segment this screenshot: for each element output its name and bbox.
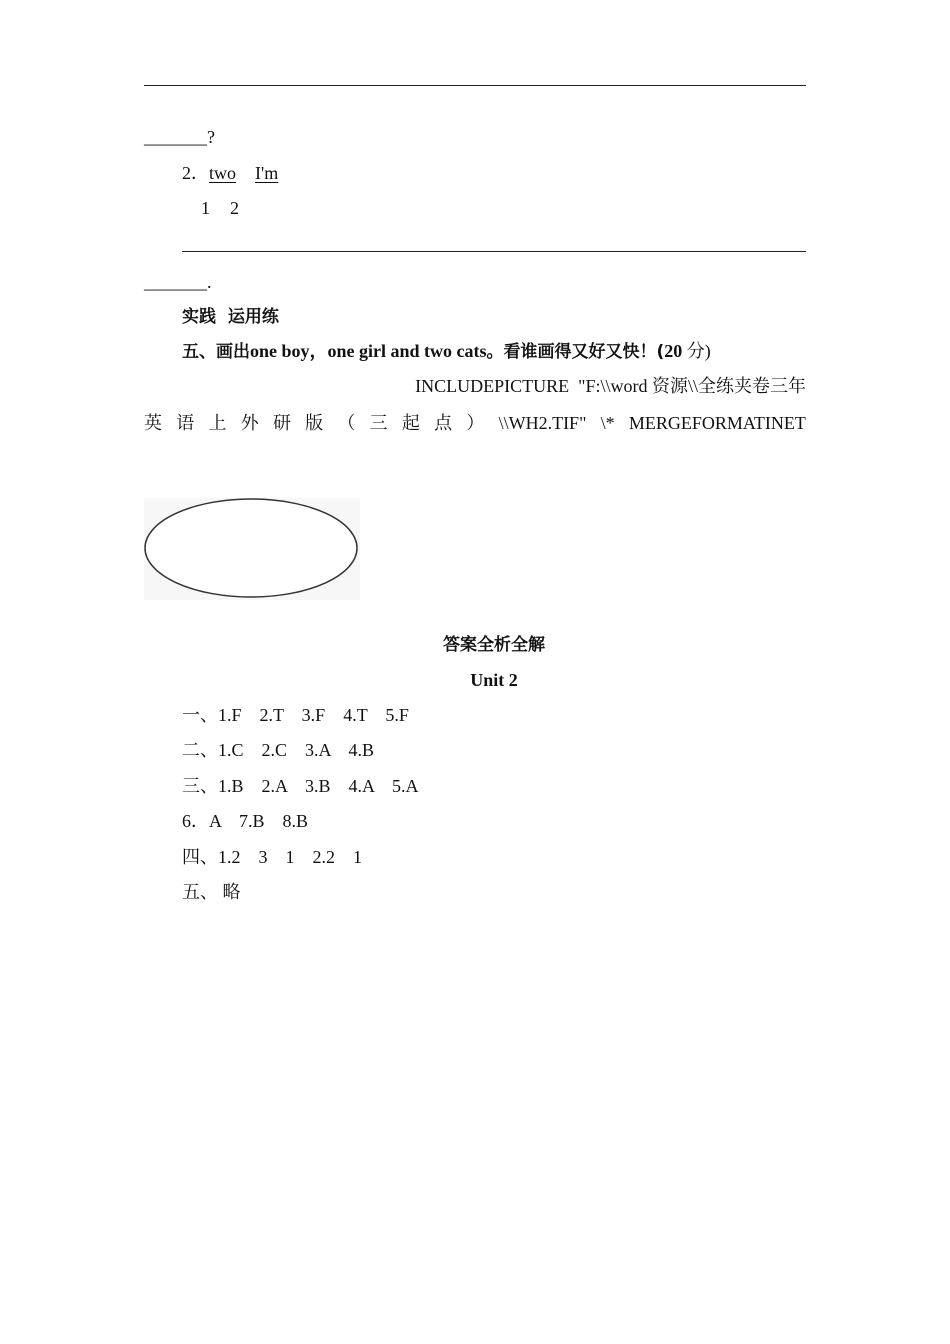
- field-code-path: \\WH2.TIF": [498, 413, 587, 433]
- field-code-char: 起: [401, 413, 420, 433]
- field-code-line-2: [144, 412, 806, 434]
- question-5: [182, 340, 711, 363]
- q2-word-im: I'm: [255, 163, 279, 183]
- q5-suffix: 。看谁画得又好又快！(: [486, 342, 665, 362]
- q1-blank-tail: _______?: [144, 127, 215, 147]
- q5-prefix: 五、画出: [182, 342, 250, 362]
- q5-unit: 分): [682, 341, 711, 361]
- answer-line-2: 二、1.C 2.C 3.A 4.B: [182, 740, 375, 760]
- field-code-char: 外: [240, 413, 259, 433]
- section-heading: 实践 运用练: [182, 307, 279, 327]
- q2-number: 2．: [182, 163, 209, 183]
- field-code-format: MERGEFORMATINET: [628, 413, 806, 433]
- field-code-char: 版: [305, 413, 324, 433]
- field-code-char: （: [337, 413, 356, 433]
- q2-word-two: two: [209, 163, 236, 183]
- field-code-char: ）: [466, 413, 485, 433]
- answer-line-3: 三、1.B 2.A 3.B 4.A 5.A: [182, 776, 419, 796]
- field-code-char: 英: [144, 413, 162, 433]
- field-code-char: 点: [434, 413, 453, 433]
- answer-line-5: 四、1.2 3 1 2.2 1: [182, 847, 362, 867]
- field-code-char: 三: [369, 413, 388, 433]
- order-number-2: 2: [230, 198, 239, 218]
- answer-line-6: 五、 略: [182, 882, 241, 902]
- answer-line-top: [144, 85, 806, 86]
- order-number-1: 1: [201, 198, 210, 218]
- drawing-oval-image: [144, 498, 360, 600]
- field-code-line-1: INCLUDEPICTURE "F:\\word 资源\\全练夹卷三年: [415, 376, 806, 396]
- field-code-switch: \*: [600, 413, 615, 433]
- q2-order-numbers: [201, 197, 239, 219]
- q2-line: [182, 162, 278, 184]
- answers-title: 答案全析全解: [443, 635, 545, 655]
- answers-unit: Unit 2: [470, 670, 518, 690]
- q5-english: one boy，one girl and two cats: [250, 341, 487, 361]
- q2-blank-tail: _______.: [144, 272, 212, 292]
- answer-line-1: 一、1.F 2.T 3.F 4.T 5.F: [182, 705, 409, 725]
- field-code-char: 上: [208, 413, 227, 433]
- answer-line-q2: [182, 251, 806, 252]
- field-code-char: 研: [272, 413, 291, 433]
- q5-points: 20: [664, 341, 683, 361]
- field-code-char: 语: [176, 413, 195, 433]
- answer-line-4: 6．A 7.B 8.B: [182, 811, 309, 831]
